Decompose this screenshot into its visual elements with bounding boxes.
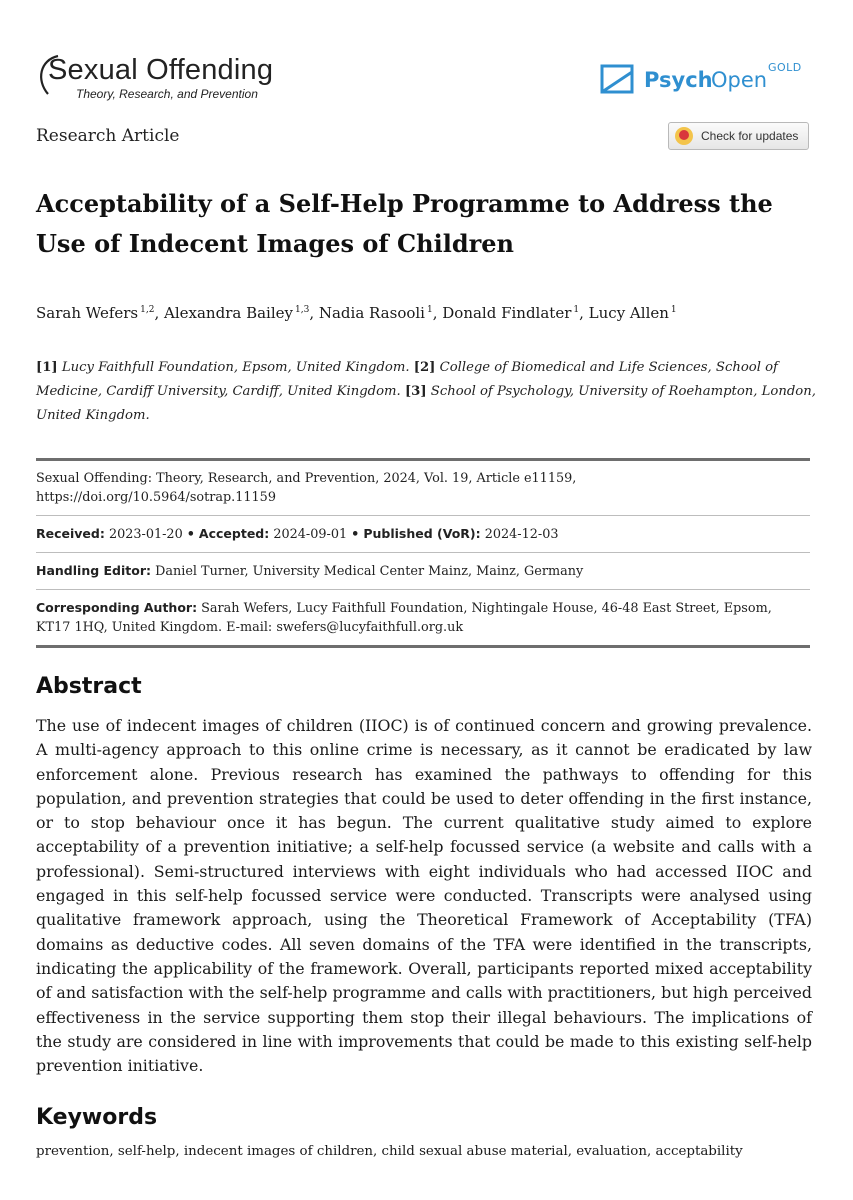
doi-link[interactable]: https://doi.org/10.5964/sotrap.11159 xyxy=(36,490,276,505)
affiliation-number: [3] xyxy=(404,384,427,399)
accepted-label: Accepted: xyxy=(198,526,270,541)
author[interactable]: Nadia Rasooli $^1$ xyxy=(318,304,433,322)
crossmark-icon xyxy=(675,127,693,145)
article-type: Research Article xyxy=(36,126,180,146)
corresponding-value: Sarah Wefers, Lucy Faithfull Foundation, Nightingale House, 46-48 East Street, Epsom, KT17 1HQ, United Kingdom. E-mail: swefers@lucyfaithfull.org.uk xyxy=(36,601,772,635)
published-label: Published (VoR): xyxy=(363,526,481,541)
journal-logo xyxy=(34,50,294,110)
author[interactable]: Lucy Allen $^1$ xyxy=(588,304,677,322)
keywords-heading: Keywords xyxy=(36,1105,158,1130)
article-title: Acceptability of a Self-Help Programme to Address the Use of Indecent Images of Children xyxy=(36,189,773,258)
author-affiliation-marker: 1 xyxy=(670,305,677,315)
editor-label: Handling Editor: xyxy=(36,563,152,578)
affiliation-text: School of Psychology, University of Roehampton, London, United Kingdom. xyxy=(36,384,816,423)
handling-editor xyxy=(36,553,810,590)
check-for-updates-button[interactable] xyxy=(668,122,809,150)
publisher-gold: GOLD xyxy=(768,61,802,74)
abstract-text: The use of indecent images of children (IIOC) is of continued concern and growing prevalence. A multi-agency approach to this online crime is necessary, as it cannot be eradicated by law enforcement alone. Previous research has examined the pathways to offending for this population, and prevention strategies that could be used to deter offending in the first instance, or to stop behaviour once it has begun. The current qualitative study aimed to explore acceptability of a prevention initiative; a self-help focussed service (a website and calls with a professional). Semi-structured interviews with eight individuals who had accessed IIOC and engaged in this self-help focussed service were conducted. Transcripts were analysed using qualitative framework approach, using the Theoretical Framework of Acceptability (TFA) domains as deductive codes. All seven domains of the TFA were identified in the transcripts, indicating the applicability of the framework. Overall, participants reported mixed acceptability of and satisfaction with the self-help programme and calls with practitioners, but high perceived effectiveness in the service supporting them stop their illegal behaviours. The implications of the study are considered in line with improvements that could be made to this existing self-help prevention initiative. xyxy=(36,716,812,1076)
editor-value: Daniel Turner, University Medical Center Mainz, Mainz, Germany xyxy=(155,564,584,579)
received-date: 2023-01-20 xyxy=(108,527,183,542)
journal-name: Sexual Offending xyxy=(48,54,274,86)
accepted-date: 2024-09-01 xyxy=(273,527,348,542)
affiliation-number: [1] xyxy=(36,360,58,375)
publisher-psych: Psych xyxy=(644,68,713,92)
journal-subtitle: Theory, Research, and Prevention xyxy=(76,87,258,101)
received-label: Received: xyxy=(36,526,105,541)
publication-dates: Received: 2023-01-20 • Accepted: 2024-09-01 • Published (VoR): 2024-12-03 xyxy=(36,516,810,553)
author-affiliation-marker: 1 xyxy=(573,305,580,315)
citation xyxy=(36,461,810,516)
author-affiliation-marker: 1,2 xyxy=(140,305,155,315)
author-affiliation-marker: 1 xyxy=(426,305,433,315)
author[interactable]: Alexandra Bailey $^{1,3}$ xyxy=(164,304,310,322)
abstract-heading: Abstract xyxy=(36,674,142,699)
corresponding-author xyxy=(36,590,810,645)
publisher-open: Open xyxy=(711,68,768,92)
affiliation-text: Lucy Faithfull Foundation, Epsom, United Kingdom. xyxy=(57,360,414,375)
publisher-logo[interactable] xyxy=(600,60,820,100)
check-for-updates-label: Check for updates xyxy=(701,129,799,143)
corresponding-label: Corresponding Author: xyxy=(36,600,198,615)
affiliation-text: College of Biomedical and Life Sciences, School of Medicine, Cardiff University, Cardiff, United Kingdom. xyxy=(36,360,778,399)
affiliations xyxy=(36,356,826,428)
article-metadata xyxy=(36,458,810,648)
author[interactable]: Donald Findlater $^1$ xyxy=(442,304,580,322)
published-date: 2024-12-03 xyxy=(484,527,559,542)
author-list: Sarah Wefers $^{1,2}$, Alexandra Bailey $^{1,3}$, Nadia Rasooli $^1$, Donald Findlater $^1$, Lucy Allen $^1$ xyxy=(36,304,677,322)
psychopen-book-icon xyxy=(600,64,636,96)
citation-text: Sexual Offending: Theory, Research, and Prevention, 2024, Vol. 19, Article e11159, xyxy=(36,471,577,486)
affiliation-number: [2] xyxy=(413,360,436,375)
author[interactable]: Sarah Wefers $^{1,2}$ xyxy=(36,304,155,322)
author-affiliation-marker: 1,3 xyxy=(294,305,310,315)
keywords-text: prevention, self-help, indecent images of children, child sexual abuse material, evaluation, acceptability xyxy=(36,1144,743,1159)
